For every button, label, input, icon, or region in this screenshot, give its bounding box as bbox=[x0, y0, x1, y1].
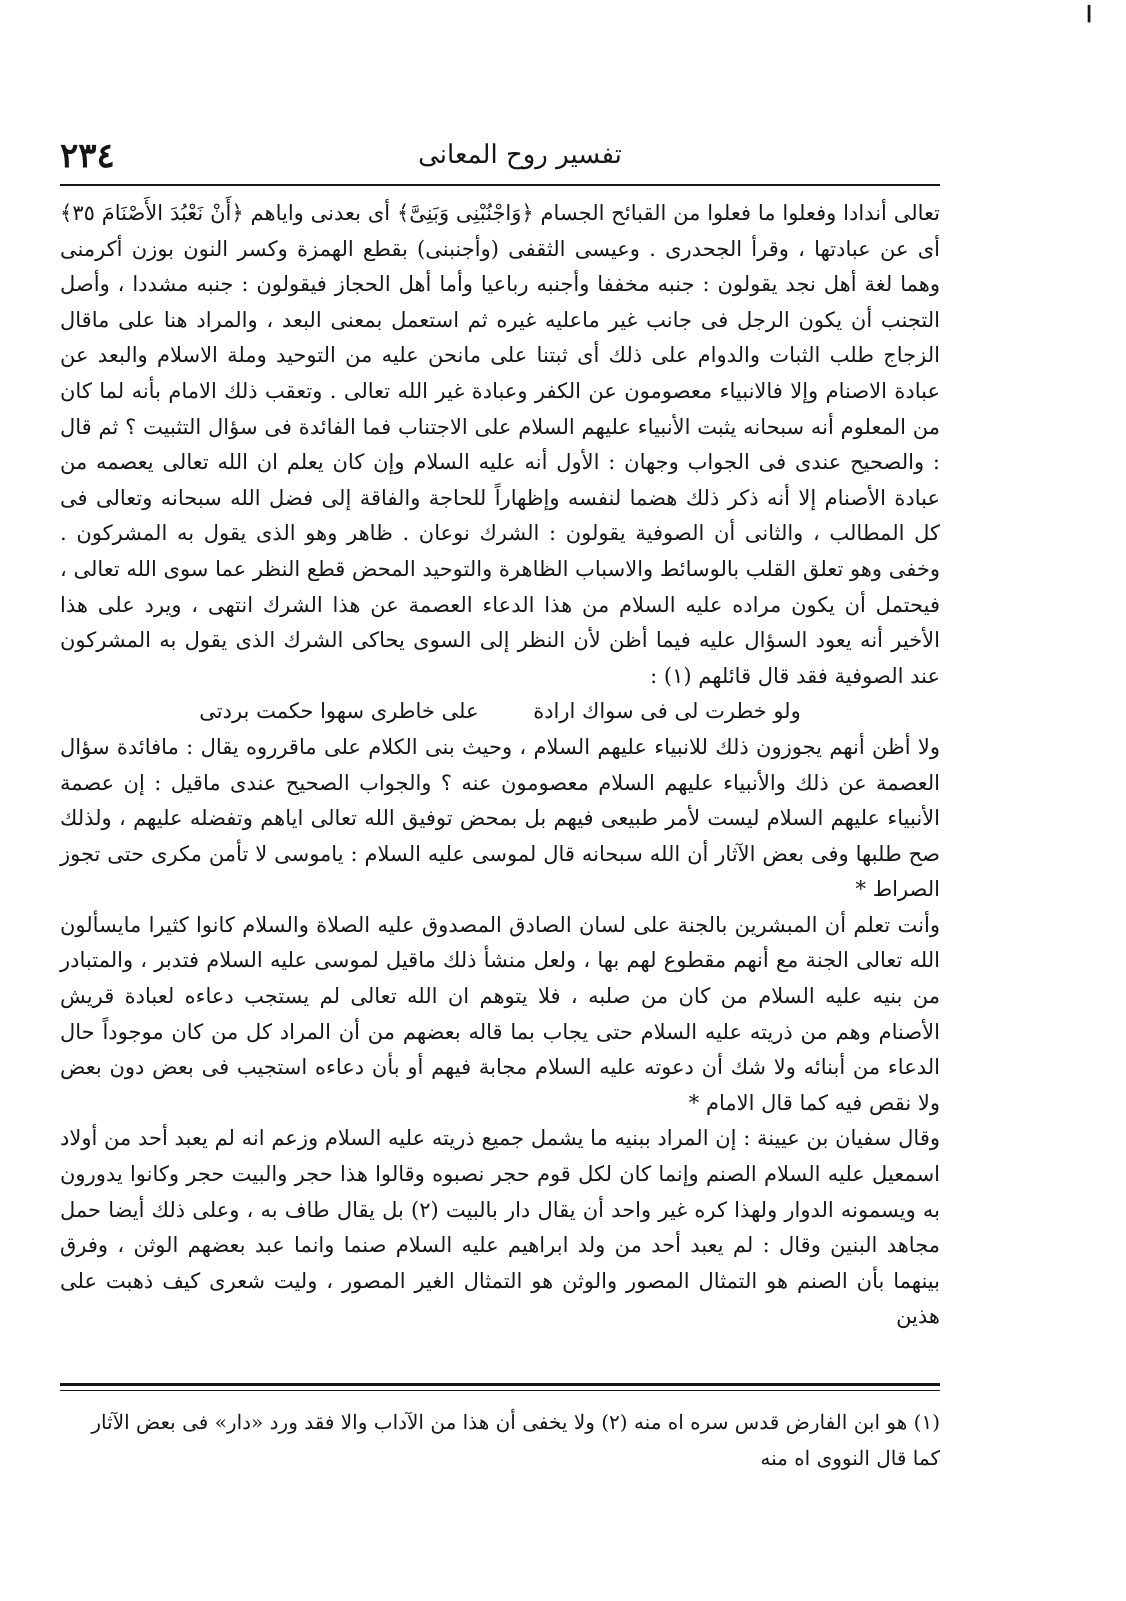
paragraph: وقال سفيان بن عيينة : إن المراد ببنيه ما يشمل جميع ذريته عليه السلام وزعم انه لم يعبد أحد من أولاد اسمعيل عليه السلام الصنم وإنما كان لكل قوم حجر نصبوه وقالوا هذا حجر والبيت حجر وكانوا يدورون به ويسمونه الدوار ولهذا كره غير واحد أن يقال دار بالبيت (٢) بل يقال طاف به ، وعلى ذلك أيضا حمل مجاهد البنين وقال : لم يعبد أحد من ولد ابراهيم عليه السلام صنما وانما عبد بعضهم الوثن ، وفرق بينهما بأن الصنم هو التمثال المصور والوثن هو التمثال الغير المصور ، وليت شعرى كيف ذهبت على هذين bbox=[60, 1126, 940, 1329]
verse-line bbox=[60, 694, 940, 730]
page-number: ٢٣٤ bbox=[60, 136, 115, 176]
header-rule bbox=[60, 184, 940, 186]
corner-mark: ا bbox=[1086, 2, 1093, 28]
paragraph: وأنت تعلم أن المبشرين بالجنة على لسان الصادق المصدوق عليه الصلاة والسلام كانوا كثيرا مايسألون الله تعالى الجنة مع أنهم مقطوع لهم بها ، ولعل منشأ ذلك ماقيل لموسى عليه السلام فتدبر ، والمتبادر من بنيه عليه السلام من كان من صلبه ، فلا يتوهم ان الله تعالى لم يستجب دعاءه لعبادة قريش الأصنام وهم من ذريته عليه السلام حتى يجاب بما قاله بعضهم من أن المراد كل من كان موجوداً حال الدعاء من أبنائه ولا شك أن دعوته عليه السلام مجابة فيهم أو بأن دعاءه استجيب فى بعض دون بعض ولا نقص فيه كما قال الامام * bbox=[60, 912, 940, 1115]
footnote-line: كما قال النووى اه منه bbox=[760, 1446, 940, 1470]
verse-hemistich-1: ولو خطرت لى فى سواك ارادة bbox=[533, 699, 801, 724]
running-title: تفسير روح المعانى bbox=[418, 140, 622, 170]
verse-hemistich-2: على خاطرى سهوا حكمت بردتى bbox=[199, 699, 479, 724]
footnote-line: (١) هو ابن الفارض قدس سره اه منه (٢) ولا يخفى أن هذا من الآداب والا فقد ورد «دار» فى بعض الآثار bbox=[91, 1410, 940, 1434]
page-header bbox=[60, 136, 940, 184]
footnote-rule-thin bbox=[60, 1390, 940, 1391]
main-text bbox=[60, 196, 940, 1335]
footnote-rule-thick bbox=[60, 1383, 940, 1386]
paragraph: تعالى أندادا وفعلوا ما فعلوا من القبائح الجسام ﴿وَاجْنُبْنِى وَبَنِىَّ﴾ أى بعدنى واياهم ﴿أَنْ نَعْبُدَ الأَصْنَامَ ٣٥﴾ أى عن عبادتها ، وقرأ الجحدرى . وعيسى الثقفى (وأجنبنى) بقطع الهمزة وكسر النون بوزن أكرمنى وهما لغة أهل نجد يقولون : جنبه مخففا وأجنبه رباعيا وأما أهل الحجاز فيقولون : جنبه مشددا ، وأصل التجنب أن يكون الرجل فى جانب غير ماعليه غيره ثم استعمل بمعنى البعد ، والمراد هنا على ماقال الزجاج طلب الثبات والدوام على ذلك أى ثبتنا على مانحن عليه من التوحيد وملة الاسلام والبعد عن عبادة الاصنام وإلا فالانبياء معصومون عن الكفر وعبادة غير الله تعالى . وتعقب ذلك الامام بأنه لما كان من المعلوم أنه سبحانه يثبت الأنبياء عليهم السلام على الاجتناب فما الفائدة فى سؤال التثبيت ؟ ثم قال : والصحيح عندى فى الجواب وجهان : الأول أنه عليه السلام وإن كان يعلم ان الله تعالى يعصمه من عبادة الأصنام إلا أنه ذكر ذلك هضما لنفسه وإظهاراً للحاجة والفاقة إلى فضل الله سبحانه وتعالى فى كل المطالب ، والثانى أن الصوفية يقولون : الشرك نوعان . ظاهر وهو الذى يقول به المشركون . وخفى وهو تعلق القلب بالوسائط والاسباب الظاهرة والتوحيد المحض قطع النظر عما سوى الله تعالى ، فيحتمل أن يكون مراده عليه السلام من هذا الدعاء العصمة عن هذا الشرك انتهى ، ويرد على هذا الأخير أنه يعود السؤال عليه فيما أظن لأن النظر إلى السوى يحاكى الشرك الذى يقول به المشركون عند الصوفية فقد قال قائلهم (١) : bbox=[60, 201, 940, 688]
footnotes bbox=[60, 1404, 940, 1476]
paragraph: ولا أظن أنهم يجوزون ذلك للانبياء عليهم السلام ، وحيث بنى الكلام على ماقرروه يقال : مافائدة سؤال العصمة عن ذلك والأنبياء عليهم السلام معصومون عنه ؟ والجواب الصحيح عندى ماقيل : إن عصمة الأنبياء عليهم السلام ليست لأمر طبيعى فيهم بل بمحض توفيق الله تعالى اياهم وتفضله عليهم ، ولذلك صح طلبها وفى بعض الآثار أن الله سبحانه قال لموسى عليه السلام : ياموسى لا تأمن مكرى حتى تجوز الصراط * bbox=[60, 734, 941, 902]
